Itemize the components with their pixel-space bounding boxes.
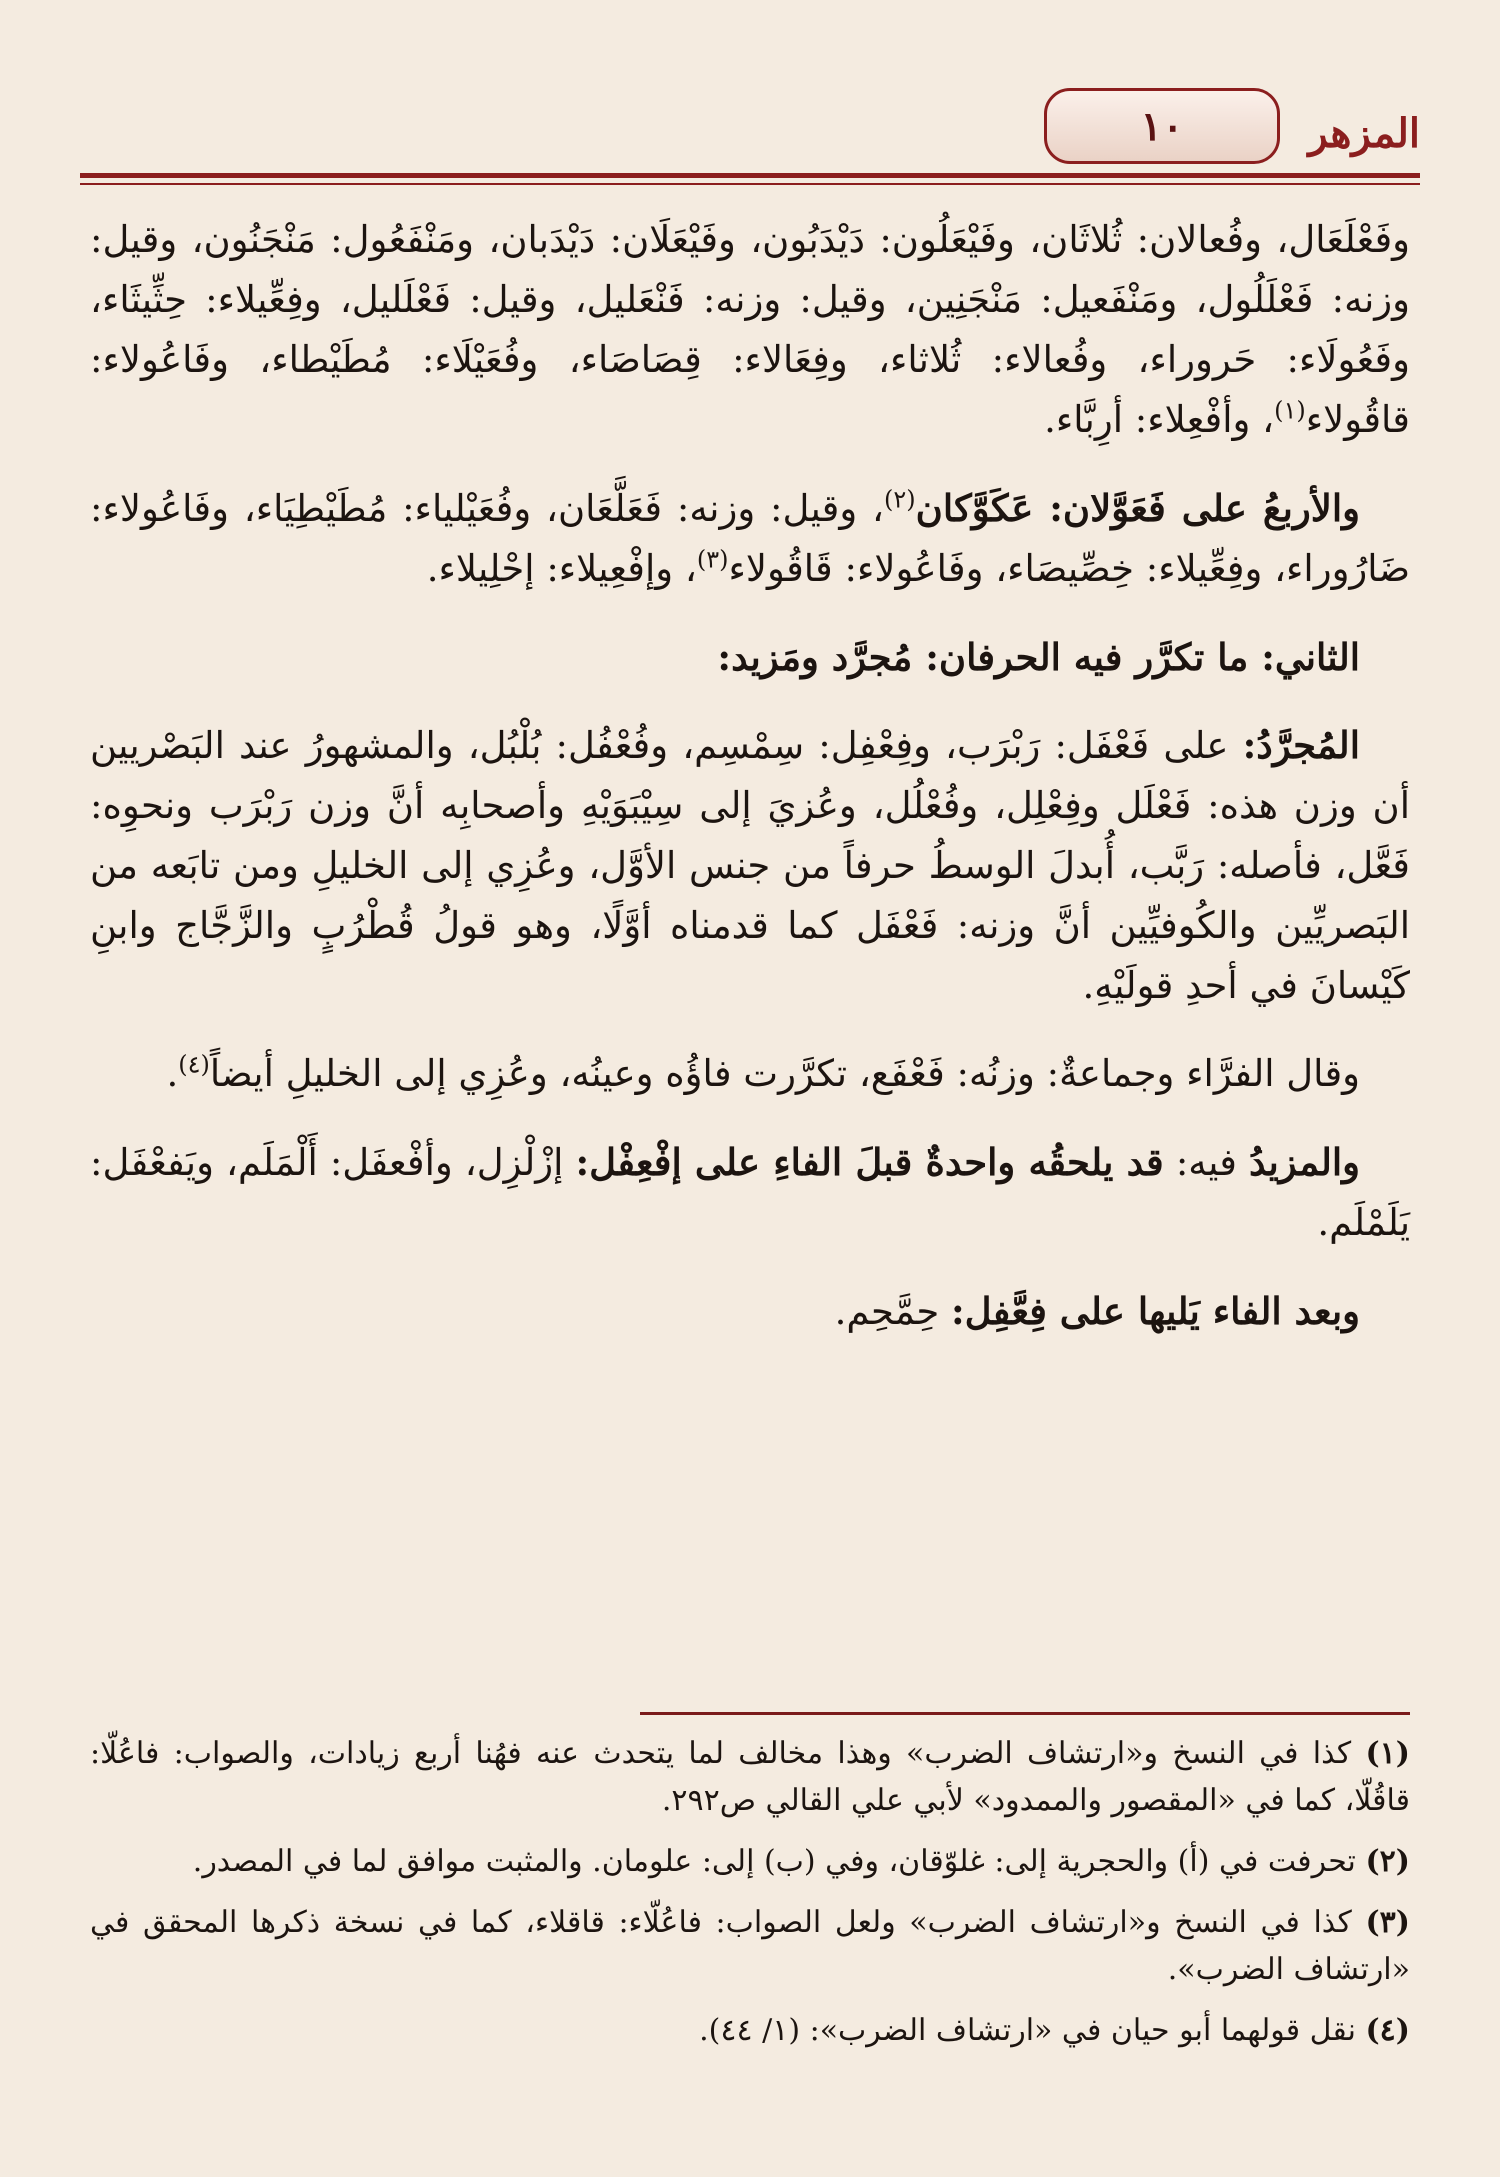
footnote-number: (٤) — [1365, 2013, 1410, 2048]
paragraph-6 — [90, 1132, 1410, 1253]
paragraph-2 — [90, 478, 1410, 599]
footnote-number: (٣) — [1365, 1905, 1410, 1940]
footnotes — [90, 1730, 1410, 2068]
footnote-number: (٢) — [1365, 1844, 1410, 1879]
section-heading: الثاني: ما تكرَّر فيه الحرفان: مُجرَّد ومَزيد: — [717, 635, 1360, 679]
paragraph-6-text: إزْلْزِل، وأفْعفَل: أَلْمَلَم، ويَفعْفَل: يَلَمْلَم. — [90, 1141, 1410, 1244]
footnote-ref-4: (٤) — [178, 1050, 210, 1079]
footnote-3 — [90, 1899, 1410, 1993]
paragraph-5-end: . — [166, 1052, 179, 1095]
footnote-1 — [90, 1730, 1410, 1824]
paragraph-4 — [90, 715, 1410, 1016]
footnote-ref-3: (٣) — [696, 545, 729, 574]
footnote-ref-2: (٢) — [884, 485, 916, 514]
footnote-text: نقل قولهما أبو حيان في «ارتشاف الضرب»: (١/ ٤٤). — [699, 2013, 1356, 2048]
running-title: المزهر — [1308, 110, 1420, 157]
paragraph-1 — [90, 210, 1410, 450]
paragraph-6-lead: والمزيدُ — [1249, 1140, 1360, 1184]
paragraph-7 — [90, 1281, 1410, 1342]
footnote-text: تحرفت في (أ) والحجرية إلى: غلوّقان، وفي (ب) إلى: علومان. والمثبت موافق لما في المصدر. — [192, 1844, 1356, 1879]
footnote-2 — [90, 1838, 1410, 1885]
paragraph-2-mid: ، وقيل: وزنه: فَعَلَّعَان، وفُعَيْلياء: مُطَيْطِيَاء، وفَاعُولاء: ضَارُوراء، وفِعِّيلاء: خِصِّيصَاء، وفَاعُولاء: قَاقُولاء — [90, 487, 1410, 590]
page-header — [80, 70, 1420, 170]
footnote-4 — [90, 2007, 1410, 2054]
footnote-text: كذا في النسخ و«ارتشاف الضرب» وهذا مخالف لما يتحدث عنه فهُنا أربع زيادات، والصواب: فاعُلّا: قاقُلّا، كما في «المقصور والممدود» لأبي علي القالي ص٢٩٢. — [90, 1736, 1410, 1818]
paragraph-4-text: على فَعْفَل: رَبْرَب، وفِعْفِل: سِمْسِم، وفُعْفُل: بُلْبُل، والمشهورُ عند البَصْريين أن وزن هذه: فَعْلَل وفِعْلِل، وفُعْلُل، وعُزيَ إلى سِيْبَوَيْهِ وأصحابِه أنَّ وزن رَبْرَب ونحوِه: فَعَّل، فأصله: رَبَّب، أُبدلَ الوسطُ حرفاً من جنس الأوَّل، وعُزِي إلى الخليلِ ومن تابَعه من البَصريِّين والكُوفيِّين أنَّ وزنه: فَعْفَل كما قدمناه أوَّلًا، وهو قولُ قُطْرُبٍ والزَّجَّاج وابنِ كَيْسانَ في أحدِ قولَيْهِ. — [90, 724, 1410, 1007]
page-number-badge: ١٠ — [1044, 88, 1280, 164]
paragraph-5 — [90, 1044, 1410, 1104]
paragraph-7-bold: وبعد الفاء يَليها على فِعَّفِل: — [950, 1289, 1360, 1333]
paragraph-2-lead: والأربعُ على فَعَوَّلان: عَكَوَّكان — [915, 486, 1360, 530]
paragraph-5-text: وقال الفرَّاء وجماعةٌ: وزنُه: فَعْفَع، تكرَّرت فاؤُه وعينُه، وعُزِي إلى الخليلِ أيضاً — [209, 1052, 1360, 1095]
paragraph-6-mid: فيه: — [1163, 1141, 1250, 1184]
header-rule-thin — [80, 183, 1420, 185]
paragraph-7-text: حِمَّحِم. — [834, 1290, 951, 1333]
paragraph-6-bold: قد يلحقُه واحدةٌ قبلَ الفاءِ على إفْعِفْل: — [575, 1140, 1164, 1184]
paragraph-1-text: وفَعْلَعَال، وفُعالان: ثُلاثَان، وفَيْعَلُون: دَيْدَبُون، وفَيْعَلَان: دَيْدَبان، ومَنْفَعُول: مَنْجَنُون، وقيل: وزنه: فَعْلَلُول، ومَنْفَعيل: مَنْجَنِين، وقيل: وزنه: فَنْعَليل، وقيل: فَعْلَليل، وفِعِّيلاء: حِثِّيثَاء، وفَعُولَاء: حَروراء، وفُعالاء: ثُلاثاء، وفِعَالاء: قِصَاصَاء، وفُعَيْلَاء: مُطَيْطاء، وفَاعُولاء: قاقُولاء — [90, 218, 1410, 441]
main-text — [90, 210, 1410, 1370]
footnote-text: كذا في النسخ و«ارتشاف الضرب» ولعل الصواب: فاعُلّاء: قاقلاء، كما في نسخة ذكرها المحقق في «ارتشاف الضرب». — [90, 1905, 1410, 1987]
paragraph-4-lead: المُجرَّدُ: — [1242, 723, 1360, 767]
footnote-ref-1: (١) — [1274, 396, 1306, 425]
footnote-number: (١) — [1365, 1736, 1410, 1771]
header-rule-thick — [80, 173, 1420, 178]
paragraph-1-end: ، وأفْعِلاء: أرِبَّاء. — [1044, 398, 1275, 441]
footnote-separator — [640, 1712, 1410, 1715]
paragraph-2-end: ، وإفْعِيلاء: إحْلِيلاء. — [426, 547, 697, 590]
